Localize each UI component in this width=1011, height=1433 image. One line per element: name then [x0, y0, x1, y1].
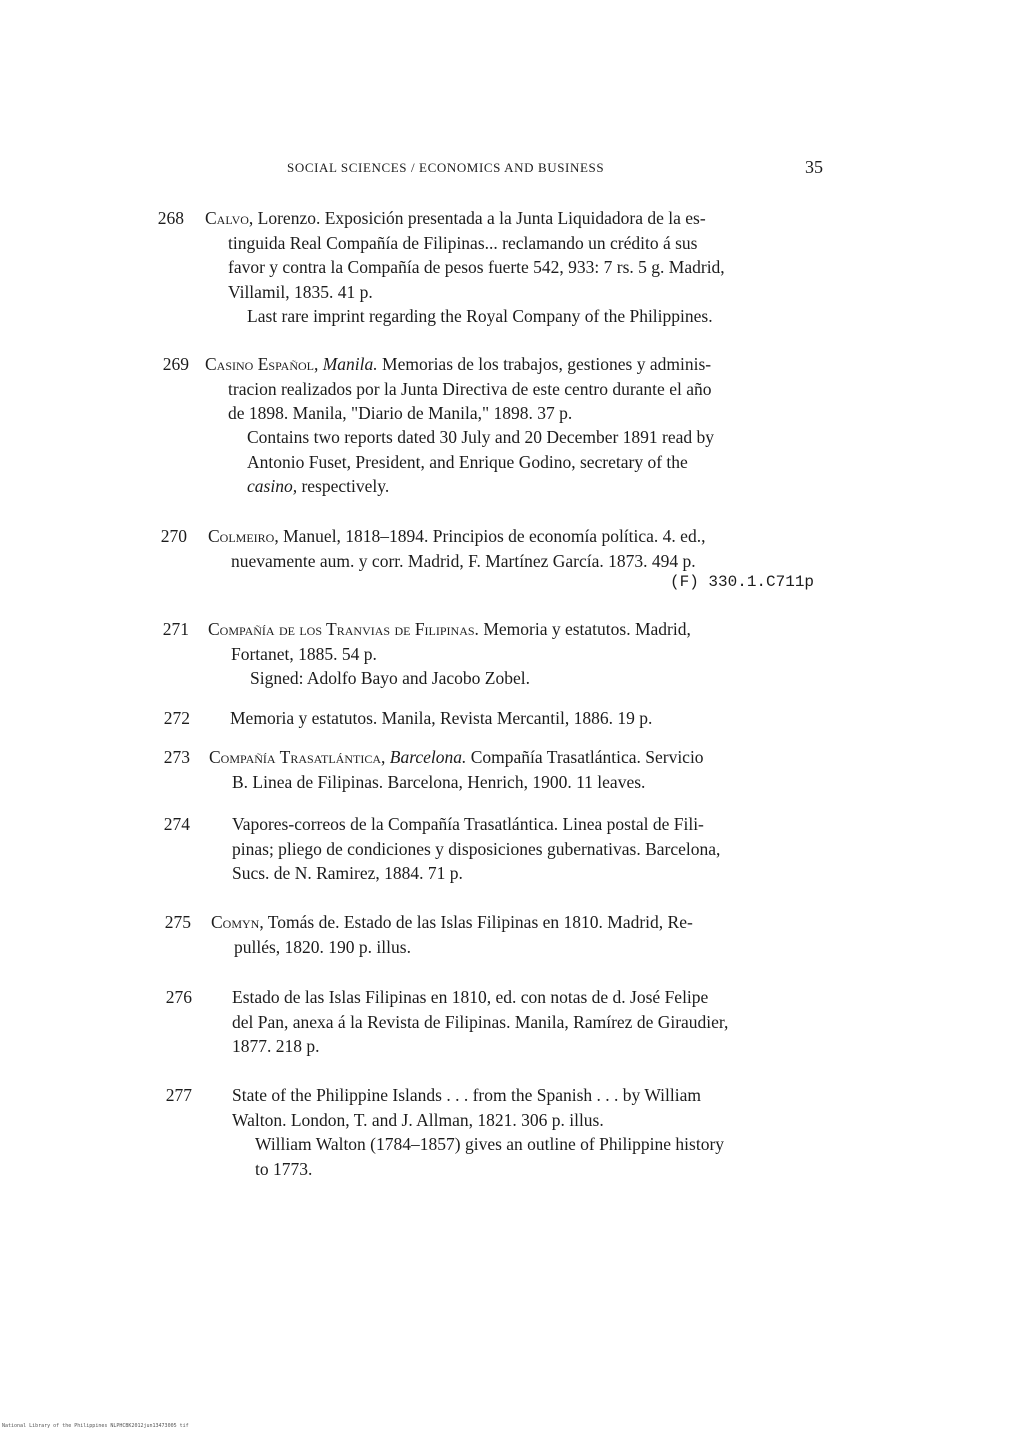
- entry-text: Colmeiro, Manuel, 1818–1894. Principios de economía política. 4. ed., nuevamente aum. y corr. Madrid, F. Martínez García. 1873. 494 p.: [208, 526, 706, 571]
- entry-text: Vapores-correos de la Compañía Trasatlántica. Linea postal de Fili- pinas; pliego de condiciones y disposiciones gubernativas. Barcelona, Sucs. de N. Ramirez, 1884. 71 p.: [232, 814, 721, 883]
- entry-number: 272: [163, 708, 190, 728]
- entry-number: 270: [160, 526, 187, 546]
- entry-place: Barcelona.: [389, 747, 467, 767]
- entry-number: 274: [163, 814, 190, 834]
- call-number: (F) 330.1.C711p: [670, 573, 815, 591]
- entry-text: Compañía de los Tranvias de Filipinas. Memoria y estatutos. Madrid, Fortanet, 1885. 54 p.: [208, 619, 691, 664]
- entry-number: 275: [164, 912, 191, 932]
- entry-text: Estado de las Islas Filipinas en 1810, ed. con notas de d. José Felipe del Pan, anexa á la Revista de Filipinas. Manila, Ramírez de Giraudier, 1877. 218 p.: [232, 987, 729, 1056]
- entry-author: Calvo,: [205, 208, 254, 228]
- entry-author: Compañía de los Tranvias de Filipinas.: [208, 619, 479, 639]
- entry-text: Compañía Trasatlántica, Barcelona. Compañía Trasatlántica. Servicio B. Linea de Filipinas. Barcelona, Henrich, 1900. 11 leaves.: [209, 747, 704, 792]
- entry-text: Casino Español, Manila. Memorias de los trabajos, gestiones y adminis- tracion realizados por la Junta Directiva de este centro durante el año de 1898. Manila, "Diario de Manila," 1898. 37 p.: [205, 354, 712, 423]
- entry-text: Comyn, Tomás de. Estado de las Islas Filipinas en 1810. Madrid, Re- pullés, 1820. 190 p. illus.: [211, 912, 693, 957]
- entry-number: 277: [165, 1085, 192, 1105]
- entry-number: 273: [163, 747, 190, 767]
- entry-author: Colmeiro,: [208, 526, 279, 546]
- scan-footer: National Library of the Philippines NLPHCBK2012jun13473005 tif: [2, 1423, 189, 1429]
- entry-author: Casino Español,: [205, 354, 319, 374]
- entry-text: Memoria y estatutos. Manila, Revista Mercantil, 1886. 19 p.: [230, 708, 653, 728]
- entry-author: Compañía Trasatlántica,: [209, 747, 386, 767]
- page-number: 35: [805, 157, 823, 177]
- entry-note: Signed: Adolfo Bayo and Jacobo Zobel.: [250, 668, 530, 688]
- entry-note: Contains two reports dated 30 July and 20 December 1891 read by Antonio Fuset, President, and Enrique Godino, secretary of the casino, respectively.: [247, 427, 715, 496]
- entry-number: 269: [162, 354, 189, 374]
- entry-place: Manila.: [322, 354, 378, 374]
- entry-number: 268: [157, 208, 184, 228]
- entry-text: Calvo, Lorenzo. Exposición presentada a la Junta Liquidadora de la es- tinguida Real Compañía de Filipinas... reclamando un crédito á sus favor y contra la Compañía de pesos fuerte 542, 933: 7 rs. 5 g. Madrid, Villamil, 1835. 41 p.: [205, 208, 725, 302]
- entry-number: 276: [165, 987, 192, 1007]
- entry-note: Last rare imprint regarding the Royal Company of the Philippines.: [247, 306, 713, 326]
- entry-note: William Walton (1784–1857) gives an outline of Philippine history to 1773.: [255, 1134, 725, 1179]
- entry-text: State of the Philippine Islands . . . from the Spanish . . . by William Walton. London, T. and J. Allman, 1821. 306 p. illus.: [232, 1085, 701, 1130]
- entry-author: Comyn,: [211, 912, 264, 932]
- running-title: SOCIAL SCIENCES / ECONOMICS AND BUSINESS: [287, 160, 605, 175]
- entry-number: 271: [162, 619, 189, 639]
